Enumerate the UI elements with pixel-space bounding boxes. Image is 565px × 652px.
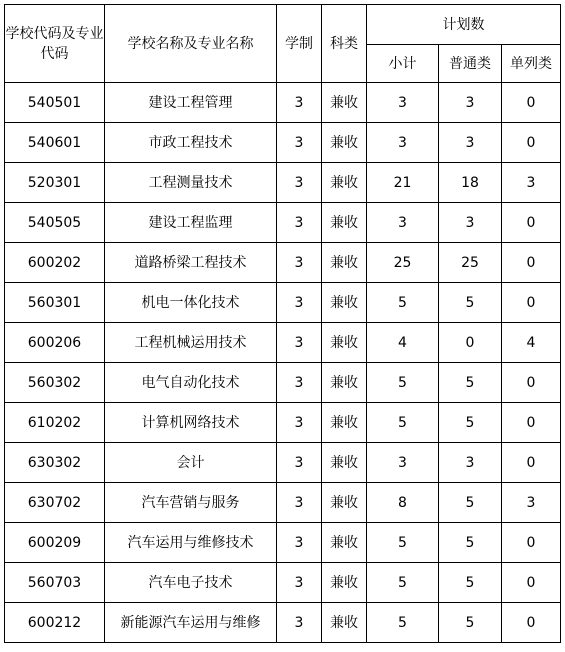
- table-row: [5, 83, 561, 123]
- cell-category: 兼收: [322, 603, 367, 643]
- cell-code: 560703: [5, 563, 105, 603]
- cell-name: 机电一体化技术: [105, 283, 277, 323]
- cell-subtotal: 5: [367, 403, 439, 443]
- table-row: [5, 403, 561, 443]
- cell-ordinary: 3: [439, 203, 502, 243]
- header-category: 科类: [322, 5, 367, 83]
- cell-subtotal: 4: [367, 323, 439, 363]
- cell-category: 兼收: [322, 403, 367, 443]
- cell-duration: 3: [277, 403, 322, 443]
- cell-ordinary: 3: [439, 83, 502, 123]
- cell-duration: 3: [277, 563, 322, 603]
- cell-code: 630302: [5, 443, 105, 483]
- cell-code: 610202: [5, 403, 105, 443]
- cell-separate: 0: [502, 523, 561, 563]
- cell-separate: 0: [502, 443, 561, 483]
- cell-category: 兼收: [322, 443, 367, 483]
- cell-name: 汽车电子技术: [105, 563, 277, 603]
- cell-name: 计算机网络技术: [105, 403, 277, 443]
- cell-name: 汽车营销与服务: [105, 483, 277, 523]
- cell-duration: 3: [277, 483, 322, 523]
- table-row: [5, 603, 561, 643]
- cell-subtotal: 3: [367, 443, 439, 483]
- cell-separate: 0: [502, 563, 561, 603]
- cell-subtotal: 3: [367, 83, 439, 123]
- cell-code: 600206: [5, 323, 105, 363]
- cell-duration: 3: [277, 203, 322, 243]
- cell-subtotal: 5: [367, 283, 439, 323]
- cell-code: 540505: [5, 203, 105, 243]
- cell-subtotal: 5: [367, 603, 439, 643]
- cell-ordinary: 3: [439, 123, 502, 163]
- cell-category: 兼收: [322, 203, 367, 243]
- cell-ordinary: 5: [439, 603, 502, 643]
- cell-separate: 0: [502, 203, 561, 243]
- cell-code: 600202: [5, 243, 105, 283]
- cell-subtotal: 5: [367, 563, 439, 603]
- cell-ordinary: 5: [439, 523, 502, 563]
- cell-separate: 0: [502, 283, 561, 323]
- cell-ordinary: 5: [439, 563, 502, 603]
- cell-subtotal: 3: [367, 123, 439, 163]
- cell-subtotal: 5: [367, 523, 439, 563]
- header-name: 学校名称及专业名称: [105, 5, 277, 83]
- cell-ordinary: 25: [439, 243, 502, 283]
- cell-duration: 3: [277, 163, 322, 203]
- cell-separate: 0: [502, 603, 561, 643]
- cell-code: 560302: [5, 363, 105, 403]
- cell-duration: 3: [277, 603, 322, 643]
- cell-name: 汽车运用与维修技术: [105, 523, 277, 563]
- cell-code: 540601: [5, 123, 105, 163]
- cell-name: 道路桥梁工程技术: [105, 243, 277, 283]
- cell-ordinary: 0: [439, 323, 502, 363]
- table-row: [5, 363, 561, 403]
- cell-duration: 3: [277, 83, 322, 123]
- cell-code: 630702: [5, 483, 105, 523]
- header-code: 学校代码及专业代码: [5, 5, 105, 83]
- cell-category: 兼收: [322, 283, 367, 323]
- cell-ordinary: 18: [439, 163, 502, 203]
- cell-separate: 0: [502, 363, 561, 403]
- cell-subtotal: 21: [367, 163, 439, 203]
- cell-category: 兼收: [322, 243, 367, 283]
- cell-category: 兼收: [322, 523, 367, 563]
- cell-separate: 0: [502, 403, 561, 443]
- cell-name: 会计: [105, 443, 277, 483]
- header-separate: 单列类: [502, 45, 561, 83]
- cell-separate: 3: [502, 483, 561, 523]
- table-header: [5, 5, 561, 83]
- cell-name: 工程机械运用技术: [105, 323, 277, 363]
- cell-ordinary: 5: [439, 403, 502, 443]
- cell-separate: 0: [502, 83, 561, 123]
- cell-duration: 3: [277, 123, 322, 163]
- cell-duration: 3: [277, 443, 322, 483]
- table-row: [5, 123, 561, 163]
- table-row: [5, 563, 561, 603]
- cell-subtotal: 5: [367, 363, 439, 403]
- cell-code: 520301: [5, 163, 105, 203]
- cell-ordinary: 3: [439, 443, 502, 483]
- cell-category: 兼收: [322, 163, 367, 203]
- cell-code: 600212: [5, 603, 105, 643]
- cell-separate: 0: [502, 243, 561, 283]
- cell-name: 新能源汽车运用与维修: [105, 603, 277, 643]
- cell-name: 工程测量技术: [105, 163, 277, 203]
- table-row: [5, 483, 561, 523]
- header-plan: 计划数: [367, 5, 561, 45]
- cell-ordinary: 5: [439, 283, 502, 323]
- header-subtotal: 小计: [367, 45, 439, 83]
- cell-category: 兼收: [322, 563, 367, 603]
- cell-name: 电气自动化技术: [105, 363, 277, 403]
- cell-code: 560301: [5, 283, 105, 323]
- header-duration: 学制: [277, 5, 322, 83]
- cell-name: 建设工程监理: [105, 203, 277, 243]
- cell-name: 建设工程管理: [105, 83, 277, 123]
- cell-subtotal: 8: [367, 483, 439, 523]
- header-ordinary: 普通类: [439, 45, 502, 83]
- cell-duration: 3: [277, 243, 322, 283]
- cell-category: 兼收: [322, 123, 367, 163]
- cell-code: 540501: [5, 83, 105, 123]
- table-row: [5, 203, 561, 243]
- cell-category: 兼收: [322, 483, 367, 523]
- cell-separate: 0: [502, 123, 561, 163]
- cell-category: 兼收: [322, 323, 367, 363]
- cell-duration: 3: [277, 283, 322, 323]
- cell-ordinary: 5: [439, 483, 502, 523]
- cell-code: 600209: [5, 523, 105, 563]
- cell-separate: 3: [502, 163, 561, 203]
- cell-duration: 3: [277, 363, 322, 403]
- cell-separate: 4: [502, 323, 561, 363]
- table-row: [5, 443, 561, 483]
- table-row: [5, 323, 561, 363]
- cell-duration: 3: [277, 523, 322, 563]
- table-row: [5, 163, 561, 203]
- cell-subtotal: 25: [367, 243, 439, 283]
- cell-ordinary: 5: [439, 363, 502, 403]
- table-row: [5, 283, 561, 323]
- cell-subtotal: 3: [367, 203, 439, 243]
- cell-name: 市政工程技术: [105, 123, 277, 163]
- enrollment-plan-table: [4, 4, 561, 643]
- table-row: [5, 243, 561, 283]
- cell-category: 兼收: [322, 363, 367, 403]
- cell-category: 兼收: [322, 83, 367, 123]
- table-body: [5, 83, 561, 643]
- table-row: [5, 523, 561, 563]
- cell-duration: 3: [277, 323, 322, 363]
